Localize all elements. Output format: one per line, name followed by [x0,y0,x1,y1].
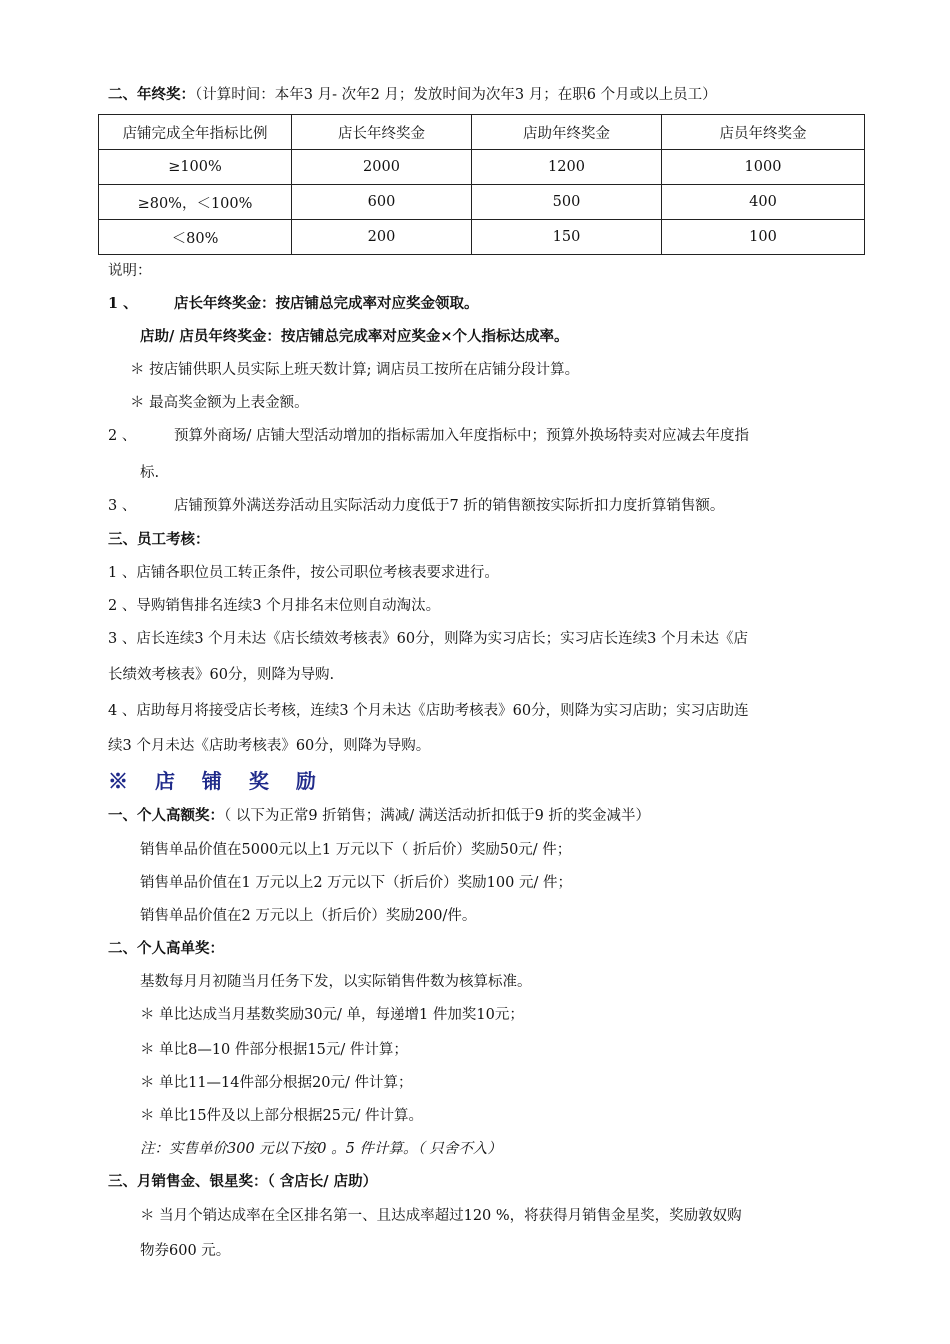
section3-item3-line1: 3 、店长连续3 个月未达《店长绩效考核表》60分，则降为实习店长；实习店长连续3 个月未达《店 [108,631,748,647]
rewards3-line1: ＊ 当月个销达成率在全区排名第一、且达成率超过120 %，将获得月销售金星奖，奖励敦奴购 [140,1208,742,1224]
rewards3-title-line [108,1172,377,1192]
table-cell: 100 [662,220,865,255]
store-rewards-heading: ※ 店 铺 奖 励 [108,769,326,793]
table-cell: 400 [662,185,865,220]
table-row [99,220,865,255]
table-header-cell: 店铺完成全年指标比例 [99,115,292,150]
rewards2-line2: ＊ 单比达成当月基数奖励30元/ 单，每递增1 件加奖10元； [140,1007,524,1023]
rewards2-title: 二、个人高单奖： [108,940,224,957]
rewards3-title: 三、月销售金、银星奖： [108,1173,268,1190]
rewards3-line2: 物券600 元。 [140,1243,231,1259]
rewards1-line1: 销售单品价值在5000元以上1 万元以下（ 折后价）奖励50元/ 件； [140,842,572,858]
rewards2-line3: ＊ 单比8—10 件部分根据15元/ 件计算； [140,1042,408,1058]
table-cell: ＜80% [99,220,292,255]
section3-item4-line2: 续3 个月未达《店助考核表》60分，则降为导购。 [108,738,431,754]
rewards1-subtitle: （ 以下为正常9 折销售；满减/ 满送活动折扣低于9 折的奖金减半） [224,808,651,824]
section3-item2: 2 、导购销售排名连续3 个月排名末位则自动淘汰。 [108,598,441,614]
note1-star1: ＊ 按店铺供职人员实际上班天数计算; 调店员工按所在店铺分段计算。 [130,362,580,378]
section3-item4-line1: 4 、店助每月将接受店长考核，连续3 个月未达《店助考核表》60分，则降为实习店助；实习店助连 [108,703,749,719]
rewards3-subtitle: （ 含店长/ 店助） [267,1173,378,1190]
section3-title: 三、员工考核： [108,531,210,548]
rewards1-title: 一、个人高额奖： [108,807,224,824]
table-row [99,150,865,185]
year-end-bonus-table [98,114,865,255]
table-cell: 1000 [662,150,865,185]
section2-title: 二、年终奖： [108,86,195,103]
table-header-row [99,115,865,150]
section2-subtitle: （计算时间：本年3 月- 次年2 月；发放时间为次年3 月；在职6 个月或以上员工） [195,87,717,103]
note1-text: 店长年终奖金：按店铺总完成率对应奖金领取。 [174,295,479,312]
notes-label: 说明： [108,263,152,279]
table-header-cell: 店员年终奖金 [662,115,865,150]
table-cell: ≥80%，＜100% [99,185,292,220]
rewards2-line4: ＊ 单比11—14件部分根据20元/ 件计算； [140,1075,413,1091]
rewards1-title-line [108,806,650,826]
table-cell: ≥100% [99,150,292,185]
section2-title-line [108,85,717,105]
note1-number: 1 、 [108,295,138,312]
table-cell: 600 [292,185,472,220]
note1-text-assistant: 店助/ 店员年终奖金：按店铺总完成率对应奖金×个人指标达成率。 [140,328,569,345]
table-header-cell: 店长年终奖金 [292,115,472,150]
section3-item3-line2: 长绩效考核表》60分，则降为导购. [108,667,335,683]
note3-text: 店铺预算外满送券活动且实际活动力度低于7 折的销售额按实际折扣力度折算销售额。 [174,498,725,514]
rewards1-line3: 销售单品价值在2 万元以上（折后价）奖励200/件。 [140,908,477,924]
rewards2-line5: ＊ 单比15件及以上部分根据25元/ 件计算。 [140,1108,424,1124]
note3-number: 3 、 [108,498,137,514]
table-cell: 200 [292,220,472,255]
note2-text-cont: 标. [140,465,160,481]
table-cell: 500 [472,185,662,220]
section3-item1: 1 、店铺各职位员工转正条件，按公司职位考核表要求进行。 [108,565,499,581]
note2-text: 预算外商场/ 店铺大型活动增加的指标需加入年度指标中；预算外换场特卖对应减去年度指 [174,428,749,444]
table-cell: 2000 [292,150,472,185]
rewards2-note: 注：实售单价300 元以下按0 。5 件计算。（ 只舍不入） [140,1141,502,1157]
note2-number: 2 、 [108,428,137,444]
table-cell: 1200 [472,150,662,185]
table-header-cell: 店助年终奖金 [472,115,662,150]
rewards2-line1: 基数每月月初随当月任务下发，以实际销售件数为核算标准。 [140,974,532,990]
note1-star2: ＊ 最高奖金额为上表金额。 [130,395,309,411]
table-cell: 150 [472,220,662,255]
rewards1-line2: 销售单品价值在1 万元以上2 万元以下（折后价）奖励100 元/ 件； [140,875,572,891]
table-row [99,185,865,220]
